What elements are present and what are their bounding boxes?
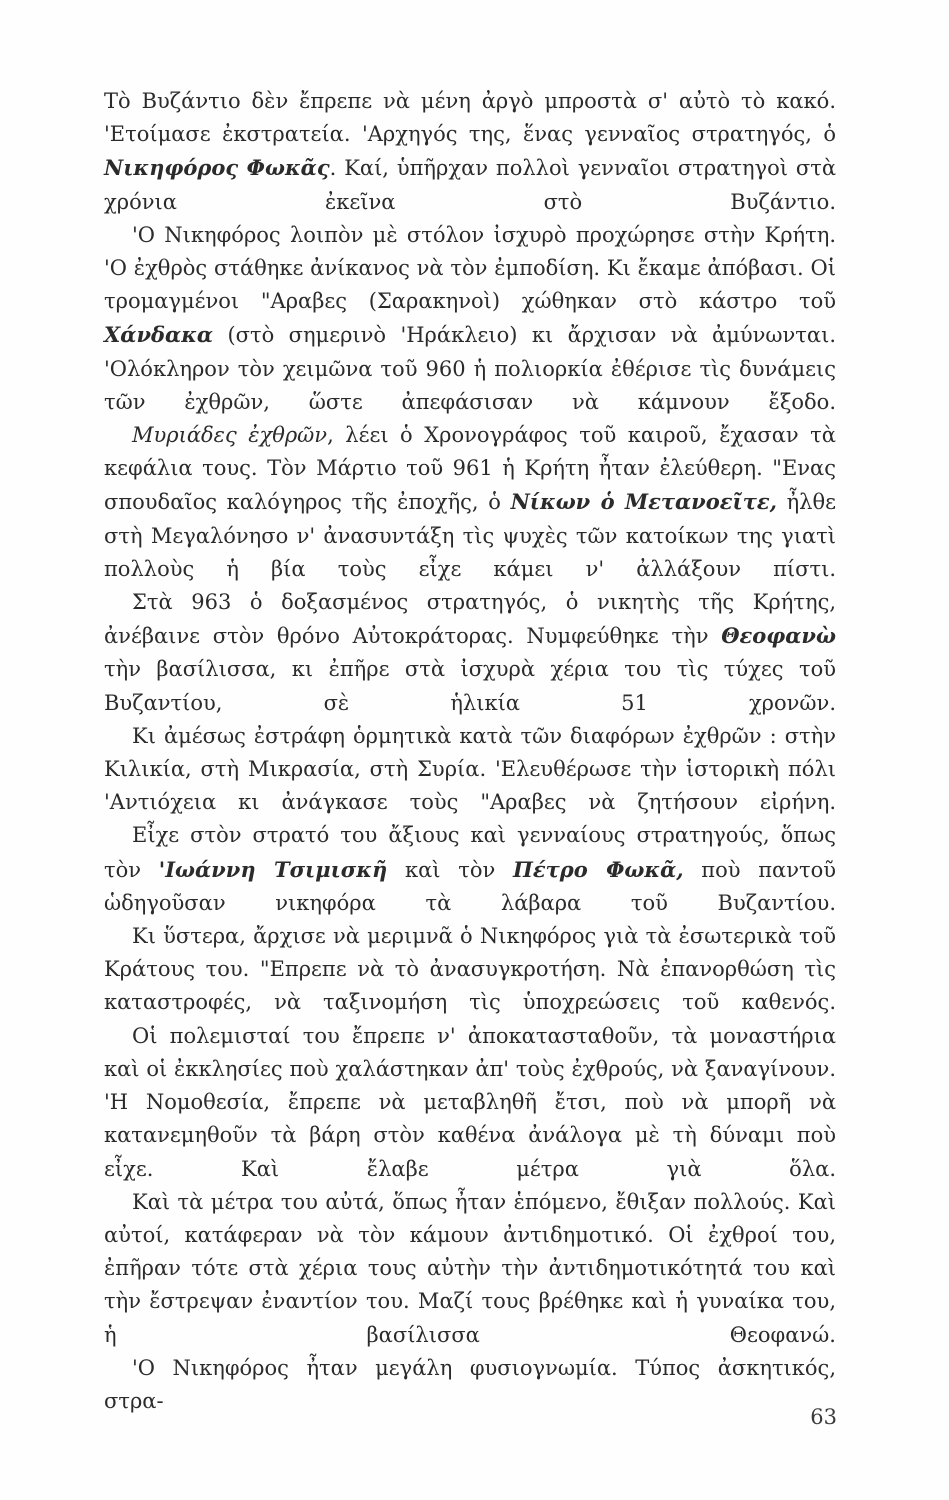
text-run: , λέει ὁ Χρονογράφος τοῦ καιροῦ, ἔχασαν τὰ κεφάλια τους. Τὸν Μάρτιο τοῦ 961 ἡ Κρήτη ἦταν ἐλεύθερη. "Ενας σπουδαῖος καλόγηρος τῆς ἐποχῆς, ὁ (104, 423, 836, 515)
text-run: Τὸ Βυζάντιο δὲν ἔπρεπε νὰ μένη ἀργὸ μπροστὰ σ' αὐτὸ τὸ κακό. 'Ετοίμασε ἐκστρατεία. 'Αρχηγός της, ἕνας γενναῖος στρατηγός, ὁ (104, 89, 836, 147)
paragraph (104, 920, 836, 1020)
text-run: (στὸ σημερινὸ 'Ηράκλειο) κι ἄρχισαν νὰ ἀμύνωνται. 'Ολόκληρον τὸν χειμῶνα τοῦ 960 ἡ πολιορκία ἐθέρισε τὶς δυνάμεις τῶν ἐχθρῶν, ὥστε ἀπεφάσισαν νὰ κάμνουν ἔξοδο. (104, 323, 836, 414)
text-run: Κι ἀμέσως ἐστράφη ὁρμητικὰ κατὰ τῶν διαφόρων ἐχθρῶν : στὴν Κιλικία, στὴ Μικρασία, στὴ Συρία. 'Ελευθέρωσε τὴν ἱστορικὴ πόλι 'Αντιόχεια κι ἀνάγκασε τοὺς "Αραβες νὰ ζητήσουν εἰρήνη. (104, 723, 836, 815)
paragraph (104, 1186, 836, 1352)
page-number: 63 (810, 1405, 837, 1429)
text-run: 'Ο Νικηφόρος ἦταν μεγάλη φυσιογνωμία. Τύπος ἀσκητικός, στρα- (104, 1355, 836, 1413)
paragraph (104, 819, 836, 920)
emphasized-name: Πέτρο Φωκᾶ, (513, 856, 684, 882)
text-run: Στὰ 963 ὁ δοξασμένος στρατηγός, ὁ νικητὴς τῆς Κρήτης, ἀνέβαινε στὸν θρόνο Αὐτοκράτορας. Νυμφεύθηκε τὴν (104, 590, 836, 649)
text-run: . Καί, ὑπῆρχαν πολλοὶ γενναῖοι στρατηγοὶ στὰ χρόνια ἐκεῖνα στὸ Βυζάντιο. (104, 156, 837, 214)
emphasized-name: Μυριάδες ἐχθρῶν (132, 423, 328, 448)
paragraph (104, 219, 836, 419)
text-run: Εἶχε στὸν στρατό του ἄξιους καὶ γενναίους στρατηγούς, ὅπως τὸν (104, 823, 836, 882)
paragraph (104, 1020, 836, 1186)
emphasized-name: 'Ιωάννη Τσιμισκῆ (158, 856, 388, 882)
emphasized-name: Θεοφανὼ (721, 623, 836, 649)
emphasized-name: Νίκων ὁ Μετανοεῖτε, (510, 489, 777, 515)
text-run: καὶ τὸν (387, 857, 513, 882)
paragraph (104, 419, 836, 586)
text-run: ποὺ παντοῦ ὡδηγοῦσαν νικηφόρα τὰ λάβαρα τοῦ Βυζαντίου. (104, 857, 837, 915)
paragraph (104, 1352, 836, 1418)
text-run: ἦλθε στὴ Μεγαλόνησο ν' ἀνασυντάξη τὶς ψυχὲς τῶν κατοίκων της γιατὶ πολλοὺς ἡ βία τοὺς εἶχε κάμει ν' ἀλλάξουν πίστι. (104, 490, 836, 581)
body-text (104, 85, 836, 1418)
paragraph (104, 720, 836, 820)
text-run: Κι ὕστερα, ἄρχισε νὰ μεριμνᾶ ὁ Νικηφόρος γιὰ τὰ ἐσωτερικὰ τοῦ Κράτους του. "Επρεπε νὰ τὸ ἀνασυγκροτήση. Νὰ ἐπανορθώση τὶς καταστροφές, νὰ ταξινομήση τὶς ὑποχρεώσεις τοῦ καθενός. (104, 924, 836, 1015)
emphasized-name: Νικηφόρος Φωκᾶς (104, 155, 330, 181)
emphasized-name: Χάνδακα (104, 322, 214, 348)
text-run: Οἱ πολεμισταί του ἔπρεπε ν' ἀποκατασταθοῦν, τὰ μοναστήρια καὶ οἱ ἐκκλησίες ποὺ χαλάστηκαν ἀπ' τοὺς ἐχθρούς, νὰ ξαναγίνουν. 'Η Νομοθεσία, ἔπρεπε νὰ μεταβληθῆ ἔτσι, ποὺ νὰ μπορῆ νὰ κατανεμηθοῦν τὰ βάρη στὸν καθένα ἀνάλογα μὲ τὴ δύναμι ποὺ εἶχε. Καὶ ἔλαβε μέτρα γιὰ ὅλα. (104, 1023, 836, 1181)
text-run: τὴν βασίλισσα, κι ἐπῆρε στὰ ἰσχυρὰ χέρια του τὶς τύχες τοῦ Βυζαντίου, σὲ ἡλικία 51 χρονῶν. (104, 657, 836, 715)
paragraph (104, 85, 836, 219)
paragraph (104, 586, 836, 720)
text-run: 'Ο Νικηφόρος λοιπὸν μὲ στόλον ἰσχυρὸ προχώρησε στὴν Κρήτη. 'Ο ἐχθρὸς στάθηκε ἀνίκανος νὰ τὸν ἐμποδίση. Κι ἔκαμε ἀπόβασι. Οἱ τρομαγμένοι "Αραβες (Σαρακηνοὶ) χώθηκαν στὸ κάστρο τοῦ (104, 222, 836, 314)
text-run: Καὶ τὰ μέτρα του αὐτά, ὅπως ἦταν ἑπόμενο, ἔθιξαν πολλούς. Καὶ αὐτοί, κατάφεραν νὰ τὸν κάμουν ἀντιδημοτικό. Οἱ ἐχθροί του, ἐπῆραν τότε στὰ χέρια τους αὐτὴν τὴν ἀντιδημοτικότητά του καὶ τὴν ἔστρεψαν ἐναντίον του. Μαζί τους βρέθηκε καὶ ἡ γυναίκα του, ἡ βασίλισσα Θεοφανώ. (104, 1189, 836, 1347)
